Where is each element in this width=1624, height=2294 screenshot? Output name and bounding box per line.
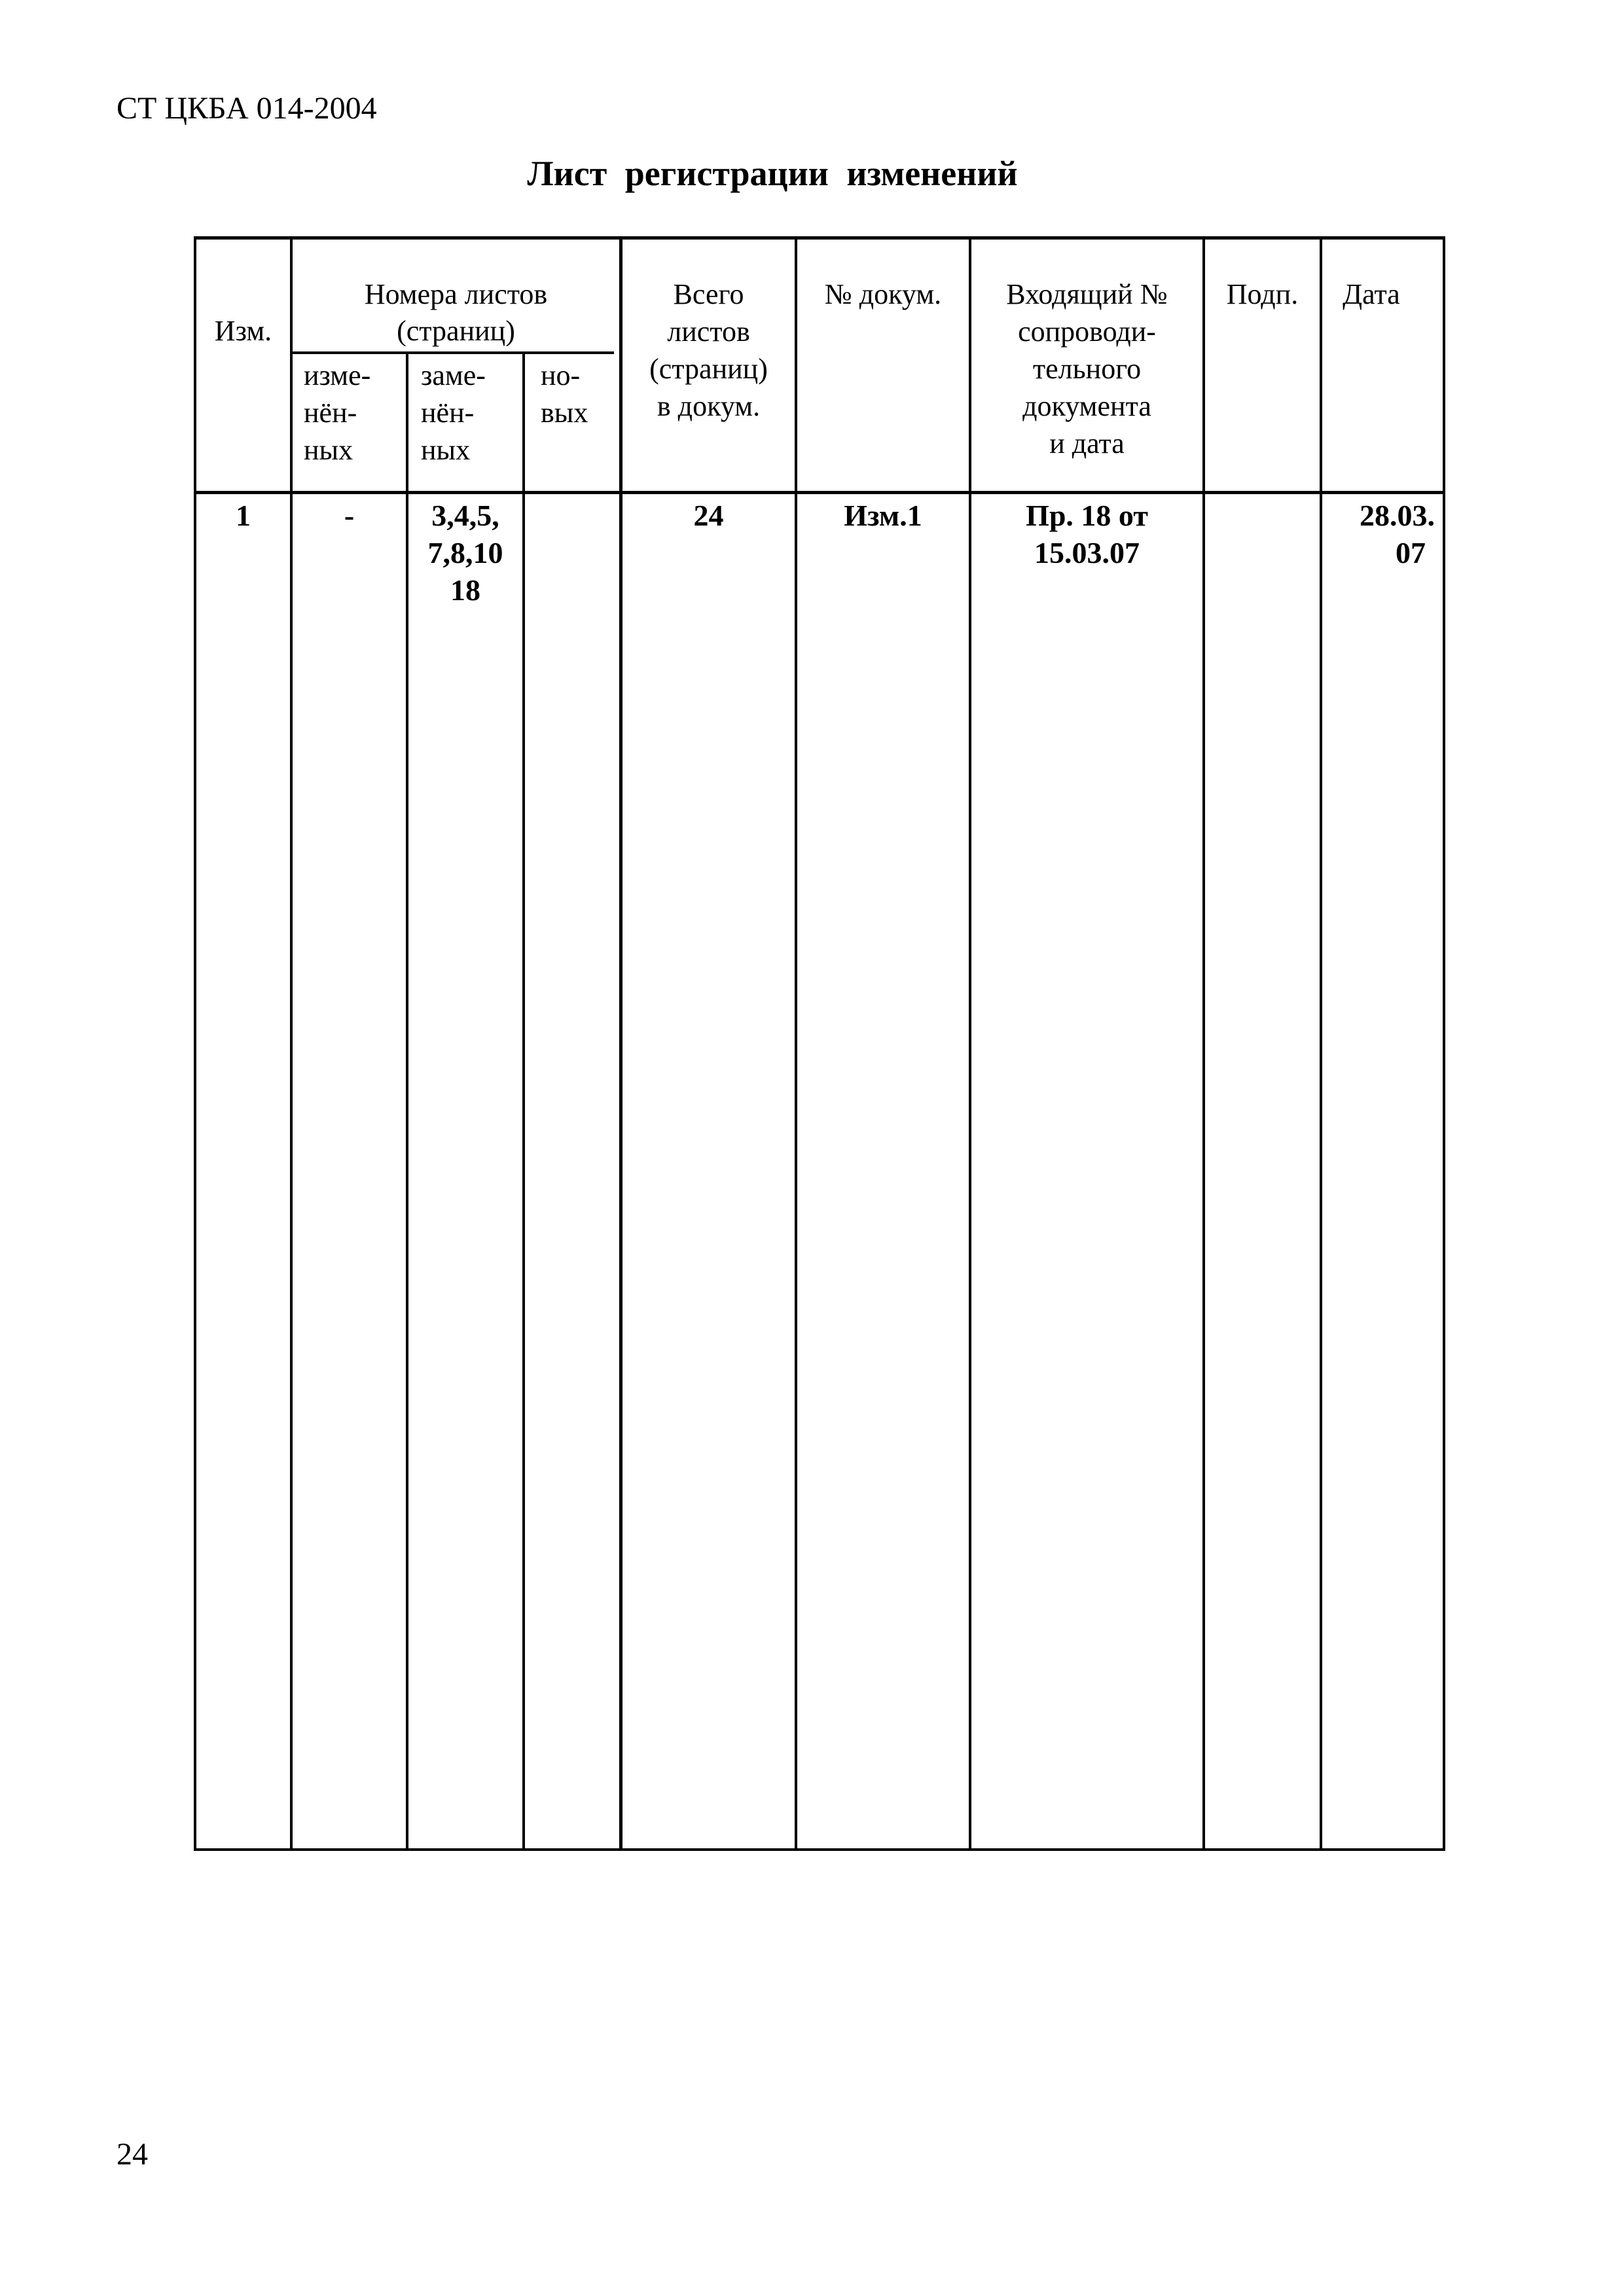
header-vhodyashchiy-line1: Входящий № xyxy=(1006,278,1168,310)
header-data: Дата xyxy=(1343,278,1400,310)
table-top-border xyxy=(194,236,1445,240)
row1-data-line2: 07 xyxy=(1396,536,1426,569)
row1-vhodyashchiy xyxy=(971,497,1202,571)
header-vsego-line3: (страниц) xyxy=(649,353,768,385)
page-number: 24 xyxy=(117,2137,148,2172)
header-novyh xyxy=(541,357,588,431)
change-registration-table xyxy=(194,236,1445,1851)
row1-nom-dokum: Изм.1 xyxy=(844,499,922,532)
column-divider-1 xyxy=(290,236,293,1851)
column-divider-3 xyxy=(522,351,525,1851)
page-title: Лист регистрации изменений xyxy=(527,154,1018,193)
table-bottom-border xyxy=(194,1848,1445,1851)
header-novyh-line1: но- xyxy=(541,359,581,391)
row1-zamenennyh-line1: 3,4,5, xyxy=(431,499,499,532)
header-vsego-line2: листов xyxy=(667,315,750,348)
row1-zamenennyh-line3: 18 xyxy=(450,573,480,607)
column-divider-5 xyxy=(795,236,797,1851)
header-izmenennyh-line2: нён- xyxy=(304,397,357,429)
row1-izm: 1 xyxy=(236,499,251,532)
header-nomera-line2: (страниц) xyxy=(397,315,515,347)
row1-data xyxy=(1322,497,1443,571)
header-podp: Подп. xyxy=(1226,278,1299,310)
header-vhodyashchiy-line3: тельного xyxy=(1032,353,1142,385)
header-bottom-border xyxy=(194,491,1445,494)
header-vhodyashchiy-line4: документа xyxy=(1022,390,1151,422)
header-zamenennyh-line3: ных xyxy=(421,434,471,466)
row1-vhodyashchiy-line2: 15.03.07 xyxy=(1034,536,1140,569)
header-vsego-line4: в докум. xyxy=(657,390,761,422)
row1-vhodyashchiy-line1: Пр. 18 от xyxy=(1026,499,1148,532)
row1-izmenennyh: - xyxy=(344,499,355,532)
header-vhodyashchiy xyxy=(971,276,1202,462)
header-novyh-line2: вых xyxy=(541,397,588,429)
header-zamenennyh-line2: нён- xyxy=(421,397,475,429)
header-nom-dokum: № докум. xyxy=(824,278,942,310)
column-divider-6 xyxy=(969,236,971,1851)
row1-data-line1: 28.03. xyxy=(1360,499,1435,532)
row1-zamenennyh-line2: 7,8,10 xyxy=(427,536,503,569)
column-divider-8 xyxy=(1320,236,1322,1851)
header-izmenennyh-line1: изме- xyxy=(304,359,371,391)
table-right-border xyxy=(1443,236,1445,1851)
header-izmenennyh-line3: ных xyxy=(304,434,353,466)
header-vsego xyxy=(623,276,795,425)
header-vsego-line1: Всего xyxy=(673,278,744,310)
header-izm: Изм. xyxy=(214,315,272,347)
row1-vsego: 24 xyxy=(693,499,724,532)
header-nomera-line1: Номера листов xyxy=(364,278,548,310)
subheader-divider xyxy=(291,351,614,354)
row1-zamenennyh xyxy=(408,497,522,609)
header-zamenennyh-line1: заме- xyxy=(421,359,486,391)
header-izmenennyh xyxy=(304,357,370,469)
header-vhodyashchiy-line5: и дата xyxy=(1049,427,1125,459)
column-divider-7 xyxy=(1202,236,1205,1851)
table-left-border xyxy=(194,236,196,1851)
document-code: СТ ЦКБА 014-2004 xyxy=(117,91,377,126)
column-divider-4 xyxy=(619,236,623,1851)
header-vhodyashchiy-line2: сопроводи- xyxy=(1018,315,1156,348)
header-zamenennyh xyxy=(421,357,486,469)
